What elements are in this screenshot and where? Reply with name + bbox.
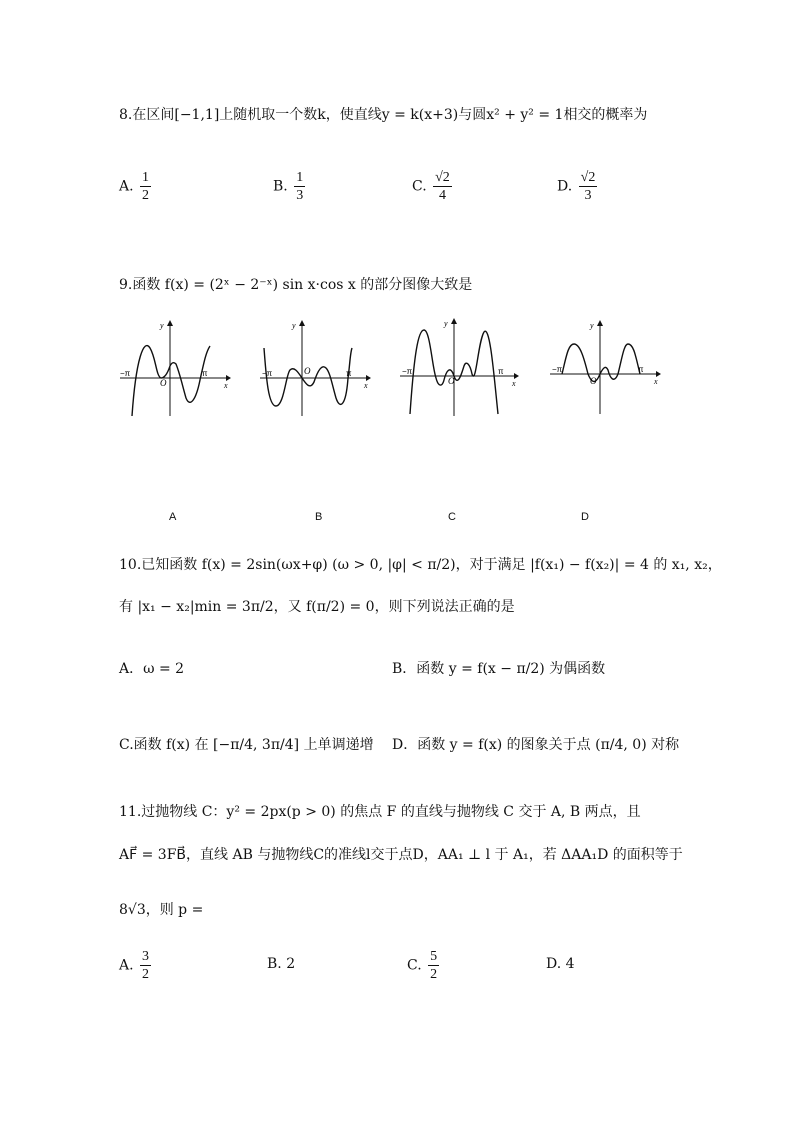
- q11-line1: 11.过抛物线 C：y² = 2px(p > 0) 的焦点 F 的直线与抛物线 C 交于 A, B 两点，且: [119, 804, 641, 820]
- pi-label: π: [202, 369, 208, 378]
- fraction: $\frac{√2}{4}$: [435, 170, 450, 203]
- fraction: $\frac{1}{2}$: [142, 170, 150, 203]
- neg-pi-label: −π: [552, 365, 563, 374]
- option-label: A.: [119, 178, 134, 195]
- graph-caption-b: B: [315, 511, 323, 523]
- q8-option-b: [273, 170, 307, 203]
- x-axis-label: x: [512, 379, 516, 388]
- option-label: A.: [119, 957, 134, 974]
- q10-line2: 有 |x₁ − x₂|min = 3π/2，又 f(π/2) = 0，则下列说法正确的是: [119, 599, 515, 615]
- q10-option-a: A．ω = 2: [119, 661, 185, 677]
- option-label: D.: [557, 178, 573, 195]
- option-label: C.: [407, 957, 422, 974]
- x-axis-label: x: [224, 381, 228, 390]
- pi-label: π: [638, 365, 644, 374]
- q10-line1: 10.已知函数 f(x) = 2sin(ωx+φ) (ω > 0, |φ| < π/2)，对于满足 |f(x₁) − f(x₂)| = 4 的 x₁, x₂，: [119, 557, 722, 573]
- q11-option-d: [546, 955, 575, 973]
- q11-option-c: [407, 949, 441, 982]
- pi-label: π: [498, 367, 504, 376]
- neg-pi-label: −π: [120, 369, 131, 378]
- x-axis-label: x: [364, 381, 368, 390]
- q8-option-c: [412, 170, 454, 203]
- graph-c: [398, 316, 522, 418]
- q11-line3: 8√3，则 p =: [119, 902, 204, 918]
- option-value: 2: [286, 956, 296, 972]
- origin-label: O: [304, 366, 311, 376]
- y-axis-label: y: [590, 321, 594, 330]
- option-value: 4: [565, 956, 575, 972]
- q10-option-d: D．函数 y = f(x) 的图象关于点 (π/4, 0) 对称: [392, 737, 680, 753]
- q8-stem: 8.在区间[−1,1]上随机取一个数k，使直线y = k(x+3)与圆x² + y² = 1相交的概率为: [119, 107, 648, 123]
- graph-b: [258, 318, 372, 418]
- q9-stem: 9.函数 f(x) = (2ˣ − 2⁻ˣ) sin x·cos x 的部分图像大致是: [119, 277, 473, 293]
- origin-label: O: [448, 376, 455, 386]
- fraction: $\frac{√2}{3}$: [580, 170, 596, 203]
- graph-a: [118, 318, 232, 418]
- q8-option-d: [557, 170, 599, 203]
- option-label: D.: [546, 956, 562, 972]
- q10-option-c: C.函数 f(x) 在 [−π/4, 3π/4] 上单调递增: [119, 737, 374, 753]
- graph-caption-d: D: [581, 511, 589, 523]
- q11-option-a: [119, 949, 153, 982]
- y-axis-label: y: [444, 319, 448, 328]
- origin-label: O: [590, 376, 597, 386]
- origin-label: O: [160, 378, 167, 388]
- y-axis-label: y: [292, 321, 296, 330]
- x-axis-label: x: [654, 377, 658, 386]
- neg-pi-label: −π: [262, 369, 273, 378]
- q10-option-b: B．函数 y = f(x − π/2) 为偶函数: [392, 661, 606, 677]
- option-label: C.: [412, 178, 427, 195]
- graph-caption-a: A: [169, 511, 177, 523]
- fraction: $\frac{1}{3}$: [296, 170, 304, 203]
- q11-line2: AF⃗ = 3FB⃗，直线 AB 与抛物线C的准线l交于点D，AA₁ ⊥ l 于 A₁，若 ΔAA₁D 的面积等于: [119, 847, 683, 863]
- fraction: $\frac{3}{2}$: [142, 949, 150, 982]
- fraction: $\frac{5}{2}$: [430, 949, 438, 982]
- q8-option-a: [119, 170, 153, 203]
- graph-d: [548, 318, 664, 418]
- q11-option-b: [267, 955, 295, 973]
- option-label: B.: [267, 956, 282, 972]
- pi-label: π: [346, 369, 352, 378]
- graph-caption-c: C: [448, 511, 456, 523]
- neg-pi-label: −π: [402, 367, 413, 376]
- y-axis-label: y: [160, 321, 164, 330]
- option-label: B.: [273, 178, 288, 195]
